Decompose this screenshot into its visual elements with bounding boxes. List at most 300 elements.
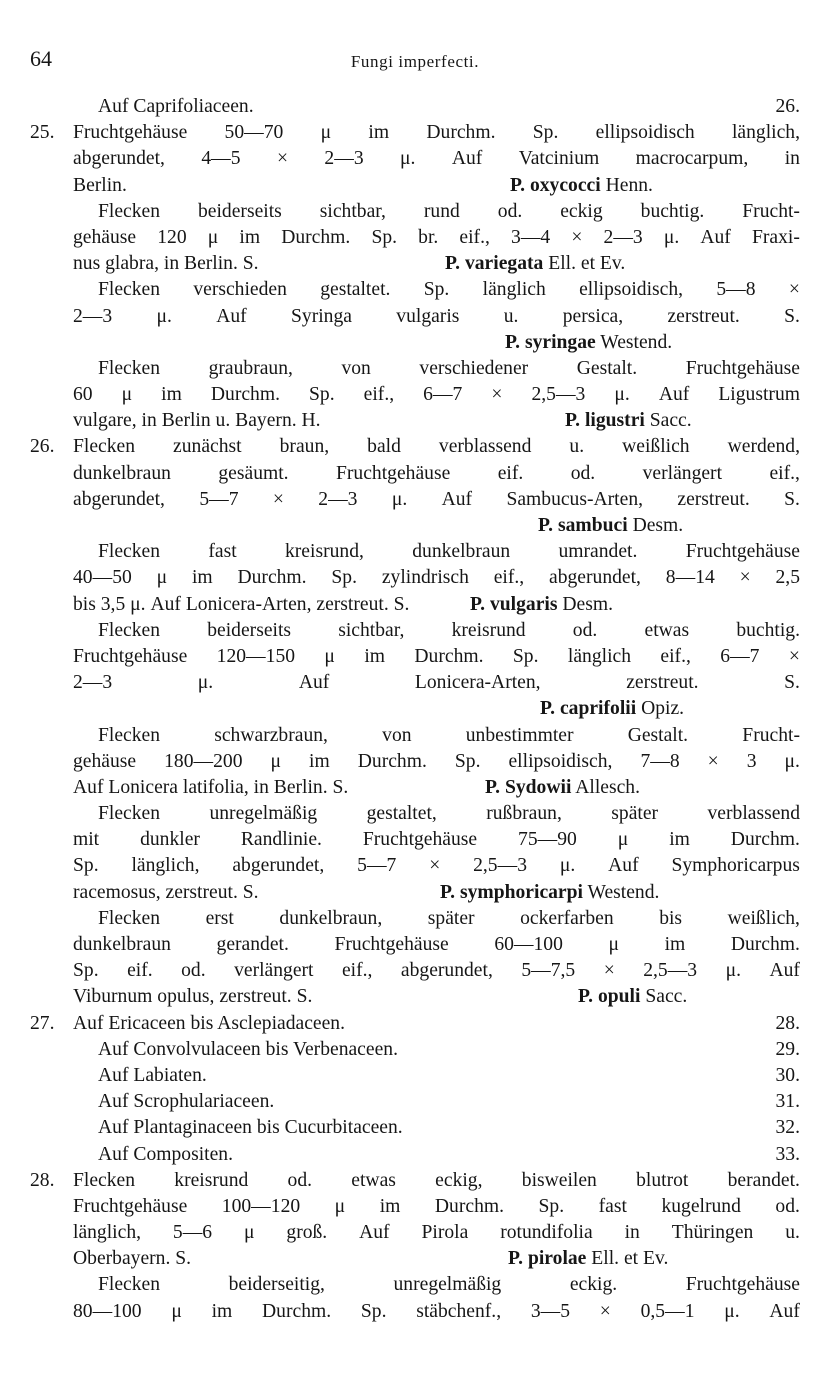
word: Flecken bbox=[98, 907, 161, 929]
word: Flecken bbox=[98, 541, 161, 563]
word: ellipsoidisch, bbox=[508, 750, 613, 772]
word: 50—70 bbox=[224, 122, 284, 144]
text-line bbox=[30, 1194, 800, 1220]
line-text: Auf Caprifoliaceen. bbox=[98, 96, 254, 117]
line-text bbox=[73, 1194, 800, 1220]
text-line bbox=[30, 1220, 800, 1246]
text-line bbox=[30, 225, 800, 251]
text-line bbox=[30, 592, 800, 618]
word: Fruchtgehäuse bbox=[334, 934, 449, 955]
species-name bbox=[510, 173, 653, 199]
key-number: 26. bbox=[30, 436, 55, 458]
word: braun, bbox=[279, 436, 330, 458]
word: Flecken bbox=[73, 1169, 136, 1191]
word: berandet. bbox=[727, 1169, 800, 1191]
text-line bbox=[30, 775, 800, 801]
word: μ. bbox=[784, 750, 800, 772]
word: Flecken bbox=[98, 803, 161, 825]
word: länglich, bbox=[131, 855, 200, 877]
word: μ. bbox=[724, 1300, 740, 1322]
species-name bbox=[485, 775, 640, 801]
line-text bbox=[73, 304, 800, 330]
species-author: Sacc. bbox=[645, 986, 688, 1008]
word: eif., bbox=[769, 462, 800, 484]
text-line bbox=[30, 880, 800, 906]
word: länglich, bbox=[73, 1222, 142, 1244]
word: dunkelbraun bbox=[73, 934, 171, 955]
line-text: racemosus, zerstreut. S. bbox=[73, 881, 259, 903]
line-text bbox=[73, 120, 800, 146]
word: u. bbox=[785, 1222, 800, 1244]
line-text bbox=[73, 146, 800, 172]
word: von bbox=[382, 724, 412, 746]
word: μ. bbox=[156, 305, 172, 327]
line-text: Auf Ericaceen bis Asclepiadaceen. bbox=[73, 1012, 345, 1034]
word: länglich bbox=[567, 645, 632, 667]
word: bisweilen bbox=[521, 1169, 597, 1191]
word: Fruchtgehäuse bbox=[685, 541, 800, 563]
line-text bbox=[73, 1299, 800, 1325]
word: μ bbox=[324, 645, 335, 667]
text-line bbox=[30, 1063, 800, 1089]
word: im bbox=[161, 384, 182, 406]
word: 3—4 bbox=[511, 226, 551, 248]
species-author: Allesch. bbox=[575, 776, 640, 798]
word: 7—8 bbox=[640, 750, 680, 772]
word: gestaltet, bbox=[366, 803, 437, 825]
species-author: Westend. bbox=[587, 881, 660, 903]
word: eif., bbox=[341, 960, 373, 982]
word: fast bbox=[208, 541, 237, 563]
word: sichtbar, bbox=[319, 200, 386, 222]
key-reference: 26. bbox=[775, 96, 800, 117]
key-reference: 28. bbox=[775, 1012, 800, 1034]
word: × bbox=[788, 645, 800, 667]
species-binomial: P. opuli bbox=[578, 986, 641, 1008]
text-line bbox=[30, 932, 800, 958]
page-header bbox=[30, 46, 800, 76]
word: schwarzbraun, bbox=[214, 724, 328, 746]
word: 2,5—3 bbox=[643, 960, 698, 982]
word: von bbox=[341, 357, 371, 379]
word: × bbox=[571, 226, 583, 248]
word: abgerundet, bbox=[73, 488, 165, 510]
species-binomial: P. syringae bbox=[505, 331, 596, 353]
word: erst bbox=[205, 907, 234, 929]
word: 40—50 bbox=[73, 567, 132, 589]
line-text: Berlin. bbox=[73, 174, 127, 196]
text-line bbox=[30, 1168, 800, 1194]
word: u. bbox=[503, 305, 519, 327]
word: gestaltet. bbox=[320, 279, 391, 301]
word: Gestalt. bbox=[576, 357, 638, 379]
word: Durchm. bbox=[434, 1195, 505, 1217]
word: im bbox=[664, 934, 686, 955]
word: Sp. bbox=[512, 645, 539, 667]
word: gerandet. bbox=[216, 934, 289, 955]
species-binomial: P. Sydowii bbox=[485, 776, 572, 798]
line-text bbox=[73, 382, 800, 408]
text-line bbox=[30, 251, 800, 277]
line-text: vulgare, in Berlin u. Bayern. H. bbox=[73, 410, 321, 432]
word: groß. bbox=[286, 1222, 328, 1244]
word: vulgaris bbox=[396, 305, 460, 327]
word: Durchm. bbox=[414, 645, 484, 667]
word: beiderseits bbox=[207, 619, 292, 641]
word: od. bbox=[775, 1195, 800, 1217]
word: Durchm. bbox=[210, 384, 280, 406]
word: ockerfarben bbox=[520, 907, 614, 929]
text-line bbox=[30, 749, 800, 775]
word: 2,5—3 bbox=[531, 384, 586, 406]
word: verschiedener bbox=[419, 357, 529, 379]
word: Thüringen bbox=[671, 1222, 754, 1244]
word: μ bbox=[608, 934, 619, 955]
key-reference: 33. bbox=[775, 1143, 800, 1165]
word: Auf bbox=[700, 226, 731, 248]
word: im bbox=[239, 226, 261, 248]
word: × bbox=[599, 1300, 611, 1322]
word: dunkelbraun bbox=[73, 462, 171, 484]
word: Frucht- bbox=[742, 200, 800, 222]
word: abgerundet, bbox=[400, 960, 493, 982]
word: μ bbox=[617, 829, 629, 851]
word: Flecken bbox=[98, 724, 161, 746]
word: graubraun, bbox=[208, 357, 293, 379]
word: od. bbox=[497, 200, 523, 222]
word: od. bbox=[572, 619, 598, 641]
species-name bbox=[505, 330, 672, 356]
word: 3 bbox=[746, 750, 757, 772]
text-line bbox=[30, 277, 800, 303]
word: 120—150 bbox=[216, 645, 296, 667]
line-text bbox=[73, 853, 800, 879]
text-line bbox=[30, 696, 800, 722]
word: Auf bbox=[769, 1300, 800, 1322]
key-reference: 31. bbox=[775, 1091, 800, 1113]
word: μ. bbox=[559, 855, 576, 877]
text-line bbox=[30, 618, 800, 644]
word: Syringa bbox=[291, 305, 352, 327]
word: 75—90 bbox=[518, 829, 577, 851]
line-text bbox=[73, 565, 800, 591]
word: μ. bbox=[725, 960, 741, 982]
word: Auf bbox=[298, 672, 330, 694]
word: unbestimmter bbox=[465, 724, 574, 746]
key-reference: 32. bbox=[775, 1117, 800, 1139]
species-author: Sacc. bbox=[649, 410, 692, 432]
word: abgerundet, bbox=[232, 855, 325, 877]
line-text: Auf Labiaten. bbox=[98, 1064, 207, 1086]
word: gesäumt. bbox=[218, 462, 289, 484]
word: u. bbox=[569, 436, 585, 458]
word: eif. bbox=[497, 462, 524, 484]
text-line bbox=[30, 1011, 800, 1037]
word: Auf bbox=[216, 305, 247, 327]
species-name bbox=[440, 880, 659, 906]
word: μ bbox=[171, 1300, 182, 1322]
text-line bbox=[30, 565, 800, 591]
line-text: Auf Scrophulariaceen. bbox=[98, 1091, 275, 1113]
text-line bbox=[30, 1246, 800, 1272]
word: Auf bbox=[608, 855, 639, 877]
line-text bbox=[98, 539, 800, 565]
word: Fruchtgehäuse bbox=[73, 122, 188, 144]
word: abgerundet, bbox=[549, 567, 641, 589]
text-line bbox=[30, 984, 800, 1010]
word: länglich, bbox=[731, 122, 800, 144]
text-line bbox=[30, 539, 800, 565]
word: × bbox=[429, 855, 441, 877]
line-text bbox=[98, 277, 800, 303]
running-title: Fungi imperfecti. bbox=[350, 52, 480, 71]
text-line bbox=[30, 356, 800, 382]
word: sichtbar, bbox=[338, 619, 405, 641]
word: werdend, bbox=[727, 436, 800, 458]
word: unregelmäßig bbox=[393, 1274, 502, 1296]
word: Auf bbox=[441, 488, 473, 510]
line-text bbox=[73, 644, 800, 670]
word: mit bbox=[73, 829, 100, 851]
word: S. bbox=[784, 488, 800, 510]
word: zerstreut. bbox=[626, 672, 699, 694]
word: 3—5 bbox=[530, 1300, 571, 1322]
key-number: 25. bbox=[30, 122, 55, 144]
page-number: 64 bbox=[30, 46, 52, 71]
word: 6—7 bbox=[720, 645, 760, 667]
word: buchtig. bbox=[736, 619, 800, 641]
text-line bbox=[30, 958, 800, 984]
line-text bbox=[98, 199, 800, 225]
key-reference: 30. bbox=[775, 1064, 800, 1086]
word: dunkelbraun, bbox=[279, 907, 383, 929]
species-author: Ell. et Ev. bbox=[591, 1248, 669, 1270]
word: Pirola bbox=[421, 1222, 469, 1244]
word: im bbox=[211, 1300, 233, 1322]
species-author: Desm. bbox=[632, 515, 684, 536]
word: 80—100 bbox=[73, 1300, 142, 1322]
line-text bbox=[73, 670, 800, 696]
word: rund bbox=[423, 200, 460, 222]
text-line bbox=[30, 434, 800, 460]
text-line bbox=[30, 1089, 800, 1115]
word: × bbox=[739, 567, 751, 589]
line-text: Oberbayern. S. bbox=[73, 1248, 192, 1270]
text-line bbox=[30, 94, 800, 120]
word: eif., bbox=[363, 384, 395, 406]
word: Sp. bbox=[309, 384, 335, 406]
text-line bbox=[30, 382, 800, 408]
word: Fraxi- bbox=[751, 226, 800, 248]
word: Fruchtgehäuse bbox=[73, 645, 188, 667]
word: Durchm. bbox=[357, 750, 427, 772]
word: Durchm. bbox=[730, 934, 800, 955]
word: zunächst bbox=[173, 436, 242, 458]
word: μ bbox=[270, 750, 282, 772]
word: verlängert bbox=[642, 462, 723, 484]
key-text-body bbox=[30, 94, 800, 1325]
word: S. bbox=[784, 305, 800, 327]
word: Sp. bbox=[538, 1195, 565, 1217]
line-text bbox=[98, 1272, 800, 1298]
species-binomial: P. oxycocci bbox=[510, 174, 601, 196]
word: 5—7 bbox=[357, 855, 397, 877]
line-text: Auf Lonicera latifolia, in Berlin. S. bbox=[73, 776, 349, 798]
word: im bbox=[368, 122, 390, 144]
word: Fruchtgehäuse bbox=[685, 357, 800, 379]
text-line bbox=[30, 644, 800, 670]
word: Auf bbox=[658, 384, 690, 406]
word: persica, bbox=[562, 305, 624, 327]
word: μ bbox=[121, 384, 133, 406]
text-line bbox=[30, 1272, 800, 1298]
word: 2—3 bbox=[324, 148, 364, 170]
line-text bbox=[73, 1168, 800, 1194]
line-text bbox=[98, 618, 800, 644]
key-number: 27. bbox=[30, 1012, 55, 1034]
word: Vatcinium bbox=[518, 148, 600, 170]
word: bald bbox=[367, 436, 401, 458]
word: 2,5 bbox=[775, 567, 800, 589]
line-text: Auf Plantaginaceen bis Cucurbitaceen. bbox=[98, 1117, 403, 1139]
line-text bbox=[73, 434, 800, 460]
word: od. bbox=[181, 960, 206, 982]
word: weißlich bbox=[622, 436, 690, 458]
word: eif., bbox=[660, 645, 691, 667]
species-author: Henn. bbox=[605, 174, 653, 196]
word: gehäuse bbox=[73, 226, 137, 248]
word: dunkler bbox=[140, 829, 200, 851]
word: Fruchtgehäuse bbox=[685, 1274, 800, 1296]
text-line bbox=[30, 199, 800, 225]
species-name bbox=[508, 1246, 668, 1272]
word: Sp. bbox=[532, 122, 559, 144]
word: Symphoricarpus bbox=[671, 855, 800, 877]
word: Flecken bbox=[98, 1274, 161, 1296]
word: μ bbox=[207, 226, 219, 248]
word: Gestalt. bbox=[627, 724, 689, 746]
text-line bbox=[30, 1115, 800, 1141]
word: Auf bbox=[451, 148, 483, 170]
text-line bbox=[30, 827, 800, 853]
word: Auf bbox=[769, 960, 800, 982]
word: fast bbox=[598, 1195, 627, 1217]
word: gehäuse bbox=[73, 750, 137, 772]
text-line bbox=[30, 487, 800, 513]
line-text: nus glabra, in Berlin. S. bbox=[73, 253, 259, 275]
word: eckig bbox=[560, 200, 603, 222]
species-binomial: P. vulgaris bbox=[470, 593, 558, 615]
word: μ bbox=[156, 567, 168, 589]
key-number: 28. bbox=[30, 1169, 55, 1191]
word: kreisrund, bbox=[284, 541, 364, 563]
text-line bbox=[30, 1037, 800, 1063]
text-line bbox=[30, 1142, 800, 1168]
line-text: Viburnum opulus, zerstreut. S. bbox=[73, 986, 313, 1008]
word: später bbox=[427, 907, 475, 929]
word: μ. bbox=[663, 226, 680, 248]
word: im bbox=[191, 567, 213, 589]
species-name bbox=[540, 696, 684, 722]
species-binomial: P. symphoricarpi bbox=[440, 881, 583, 903]
text-line bbox=[30, 801, 800, 827]
word: × bbox=[603, 960, 615, 982]
word: eif., bbox=[459, 226, 490, 248]
text-line bbox=[30, 513, 800, 539]
line-text: bis 3,5 μ. Auf Lonicera-Arten, zerstreut. S. bbox=[73, 593, 410, 615]
word: buchtig. bbox=[640, 200, 705, 222]
species-author: Opiz. bbox=[641, 698, 685, 720]
word: zylindrisch bbox=[381, 567, 469, 589]
word: 2—3 bbox=[73, 305, 113, 327]
word: Randlinie. bbox=[240, 829, 322, 851]
word: Sp. bbox=[73, 960, 99, 982]
word: in bbox=[624, 1222, 640, 1244]
species-binomial: P. sambuci bbox=[538, 515, 628, 536]
word: abgerundet, bbox=[73, 148, 165, 170]
word: Flecken bbox=[98, 279, 161, 301]
species-author: Desm. bbox=[562, 593, 613, 615]
text-line bbox=[30, 173, 800, 199]
word: Frucht- bbox=[742, 724, 800, 746]
word: später bbox=[611, 803, 659, 825]
word: 8—14 bbox=[665, 567, 715, 589]
word: μ bbox=[243, 1222, 255, 1244]
word: Flecken bbox=[98, 619, 161, 641]
species-author: Ell. et Ev. bbox=[548, 253, 626, 275]
word: etwas bbox=[644, 619, 690, 641]
word: dunkelbraun bbox=[412, 541, 511, 563]
word: kugelrund bbox=[661, 1195, 741, 1217]
word: × bbox=[491, 384, 503, 406]
word: 6—7 bbox=[423, 384, 463, 406]
word: verblassend bbox=[707, 803, 800, 825]
word: μ. bbox=[197, 672, 214, 694]
word: 100—120 bbox=[221, 1195, 301, 1217]
line-text bbox=[73, 461, 800, 487]
line-text: Auf Convolvulaceen bis Verbenaceen. bbox=[98, 1038, 398, 1060]
line-text: Auf Compositen. bbox=[98, 1143, 233, 1165]
line-text bbox=[73, 487, 800, 513]
word: ellipsoidisch, bbox=[579, 279, 684, 301]
word: 120 bbox=[157, 226, 187, 248]
text-line bbox=[30, 408, 800, 434]
word: rußbraun, bbox=[486, 803, 562, 825]
word: 5—7 bbox=[199, 488, 239, 510]
word: Sp. bbox=[423, 279, 450, 301]
word: Auf bbox=[359, 1222, 390, 1244]
word: 0,5—1 bbox=[640, 1300, 695, 1322]
word: bis bbox=[659, 907, 683, 929]
species-name bbox=[565, 408, 692, 434]
word: 5—7,5 bbox=[521, 960, 576, 982]
line-text bbox=[98, 723, 800, 749]
word: μ bbox=[334, 1195, 346, 1217]
word: 4—5 bbox=[201, 148, 241, 170]
species-name bbox=[578, 984, 687, 1010]
text-line bbox=[30, 330, 800, 356]
word: macrocarpum, bbox=[635, 148, 749, 170]
line-text bbox=[73, 225, 800, 251]
text-line bbox=[30, 146, 800, 172]
word: stäbchenf., bbox=[416, 1300, 502, 1322]
word: 5—8 bbox=[716, 279, 756, 301]
word: umrandet. bbox=[558, 541, 638, 563]
word: Ligustrum bbox=[718, 384, 800, 406]
word: unregelmäßig bbox=[209, 803, 318, 825]
word: Durchm. bbox=[262, 1300, 332, 1322]
line-text bbox=[98, 906, 800, 932]
